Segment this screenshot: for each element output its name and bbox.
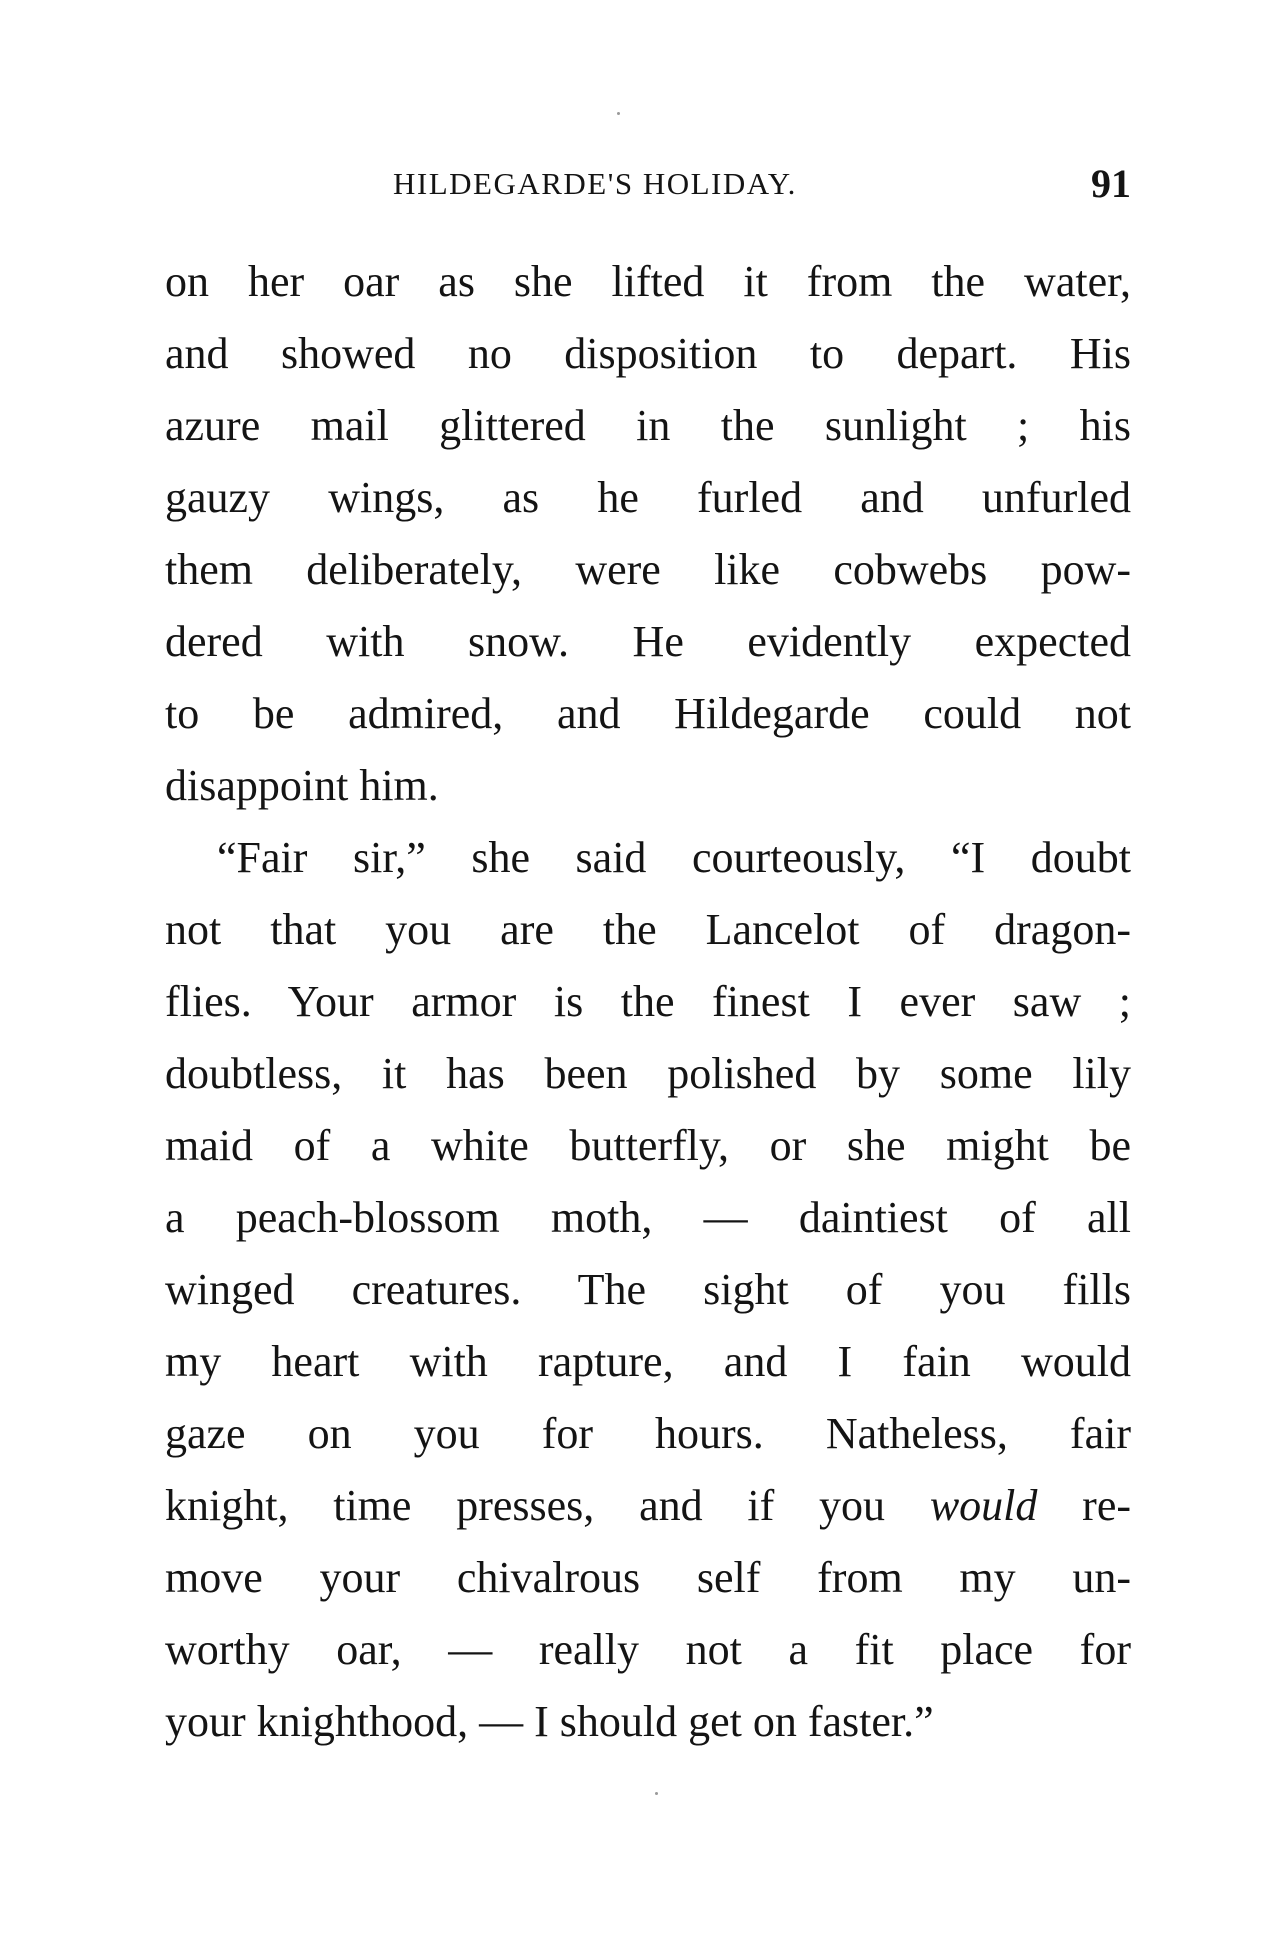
paper-speck bbox=[655, 1792, 658, 1795]
text-line: flies. Your armor is the finest I ever saw ; bbox=[165, 977, 1131, 1026]
text-line: my heart with rapture, and I fain would bbox=[165, 1337, 1131, 1386]
text-line: on her oar as she lifted it from the water, bbox=[165, 257, 1131, 306]
text-line: not that you are the Lancelot of dragon- bbox=[165, 905, 1131, 954]
text-line: gaze on you for hours. Natheless, fair bbox=[165, 1409, 1131, 1458]
line-segment: re- bbox=[1082, 1481, 1131, 1530]
text-line: doubtless, it has been polished by some lily bbox=[165, 1049, 1131, 1098]
body-text bbox=[165, 246, 1131, 1758]
text-line: maid of a white butterfly, or she might be bbox=[165, 1121, 1131, 1170]
paragraph-2 bbox=[165, 822, 1131, 1758]
text-line: dered with snow. He evidently expected bbox=[165, 617, 1131, 666]
text-line: and showed no disposition to depart. His bbox=[165, 329, 1131, 378]
text-line: to be admired, and Hildegarde could not bbox=[165, 689, 1131, 738]
text-line: worthy oar, — really not a fit place for bbox=[165, 1625, 1131, 1674]
line-segment: knight, time presses, and if you bbox=[165, 1481, 886, 1530]
text-line: disappoint him. bbox=[165, 761, 439, 810]
text-line: winged creatures. The sight of you fills bbox=[165, 1265, 1131, 1314]
running-title: HILDEGARDE'S HOLIDAY. bbox=[393, 166, 797, 201]
page-number: 91 bbox=[1091, 161, 1131, 206]
text-line: move your chivalrous self from my un- bbox=[165, 1553, 1131, 1602]
text-line: gauzy wings, as he furled and unfurled bbox=[165, 473, 1131, 522]
paper-speck bbox=[617, 112, 620, 115]
text-line: them deliberately, were like cobwebs pow- bbox=[165, 545, 1131, 594]
text-line: your knighthood, — I should get on faster.” bbox=[165, 1697, 934, 1746]
text-line-with-emphasis bbox=[165, 1470, 1131, 1542]
running-head bbox=[165, 161, 1131, 206]
emphasized-word: would bbox=[929, 1481, 1038, 1530]
text-line: azure mail glittered in the sunlight ; his bbox=[165, 401, 1131, 450]
text-line: “Fair sir,” she said courteously, “I doubt bbox=[217, 833, 1131, 882]
text-line: a peach-blossom moth, — daintiest of all bbox=[165, 1193, 1131, 1242]
paragraph-1 bbox=[165, 246, 1131, 822]
